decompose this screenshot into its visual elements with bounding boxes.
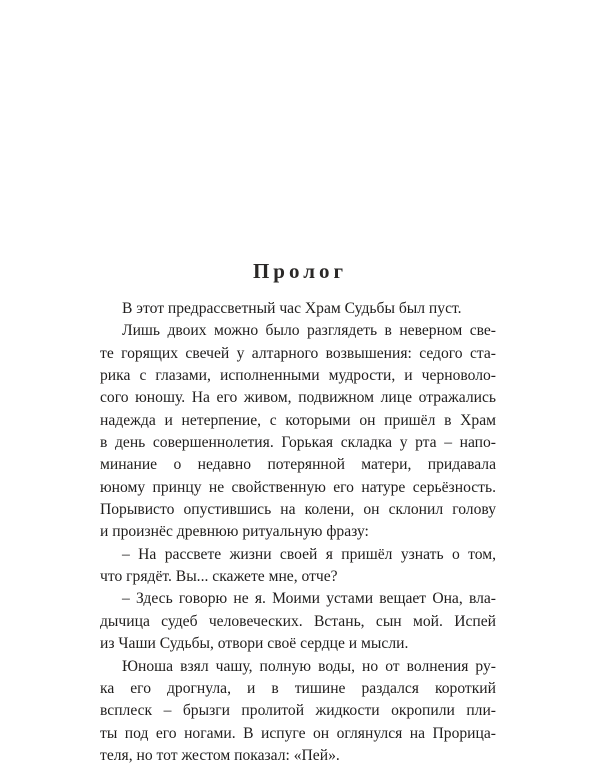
text-line: Порывисто опустившись на колени, он склонил голову [100, 501, 496, 519]
text-line: сого юношу. На его живом, подвижном лице отражались [100, 389, 496, 407]
text-line: Юноша взял чашу, полную воды, но от волнения ру- [122, 657, 496, 675]
text-line: из Чаши Судьбы, отвори своё сердце и мысли. [100, 635, 409, 653]
text-line: Лишь двоих можно было разглядеть в неверном све- [122, 322, 496, 340]
text-line: в день совершеннолетия. Горькая складка у рта – напо- [100, 434, 496, 452]
text-line: дычица судеб человеческих. Встань, сын мой. Испей [100, 612, 496, 630]
text-line: что грядёт. Вы... скажете мне, отче? [100, 568, 338, 586]
text-line: ка его дрогнула, и в тишине раздался короткий [100, 679, 496, 697]
text-line: ты под его ногами. В испуге он оглянулся на Прорица- [100, 724, 496, 742]
text-line: те горящих свечей у алтарного возвышения: седого ста- [100, 344, 496, 362]
text-line: и произнёс древнюю ритуальную фразу: [100, 523, 369, 541]
text-line: минание о недавно потерянной матери, придавала [100, 456, 496, 474]
text-line: – На рассвете жизни своей я пришёл узнать о том, [122, 545, 496, 563]
body-text [100, 298, 496, 767]
text-line: теля, но тот жестом показал: «Пей». [100, 746, 340, 764]
text-line: всплеск – брызги пролитой жидкости окропили пли- [100, 702, 496, 720]
text-line: В этот предрассветный час Храм Судьбы был пуст. [122, 300, 462, 317]
chapter-title: Пролог [252, 259, 348, 283]
text-line: – Здесь говорю не я. Моими устами вещает Она, вла- [122, 590, 496, 608]
text-line: рика с глазами, исполненными мудрости, и черноволо- [100, 367, 496, 385]
text-line: юному принцу не свойственную его натуре серьёзность. [100, 478, 496, 496]
text-line: надежда и нетерпение, с которыми он пришёл в Храм [100, 411, 496, 429]
